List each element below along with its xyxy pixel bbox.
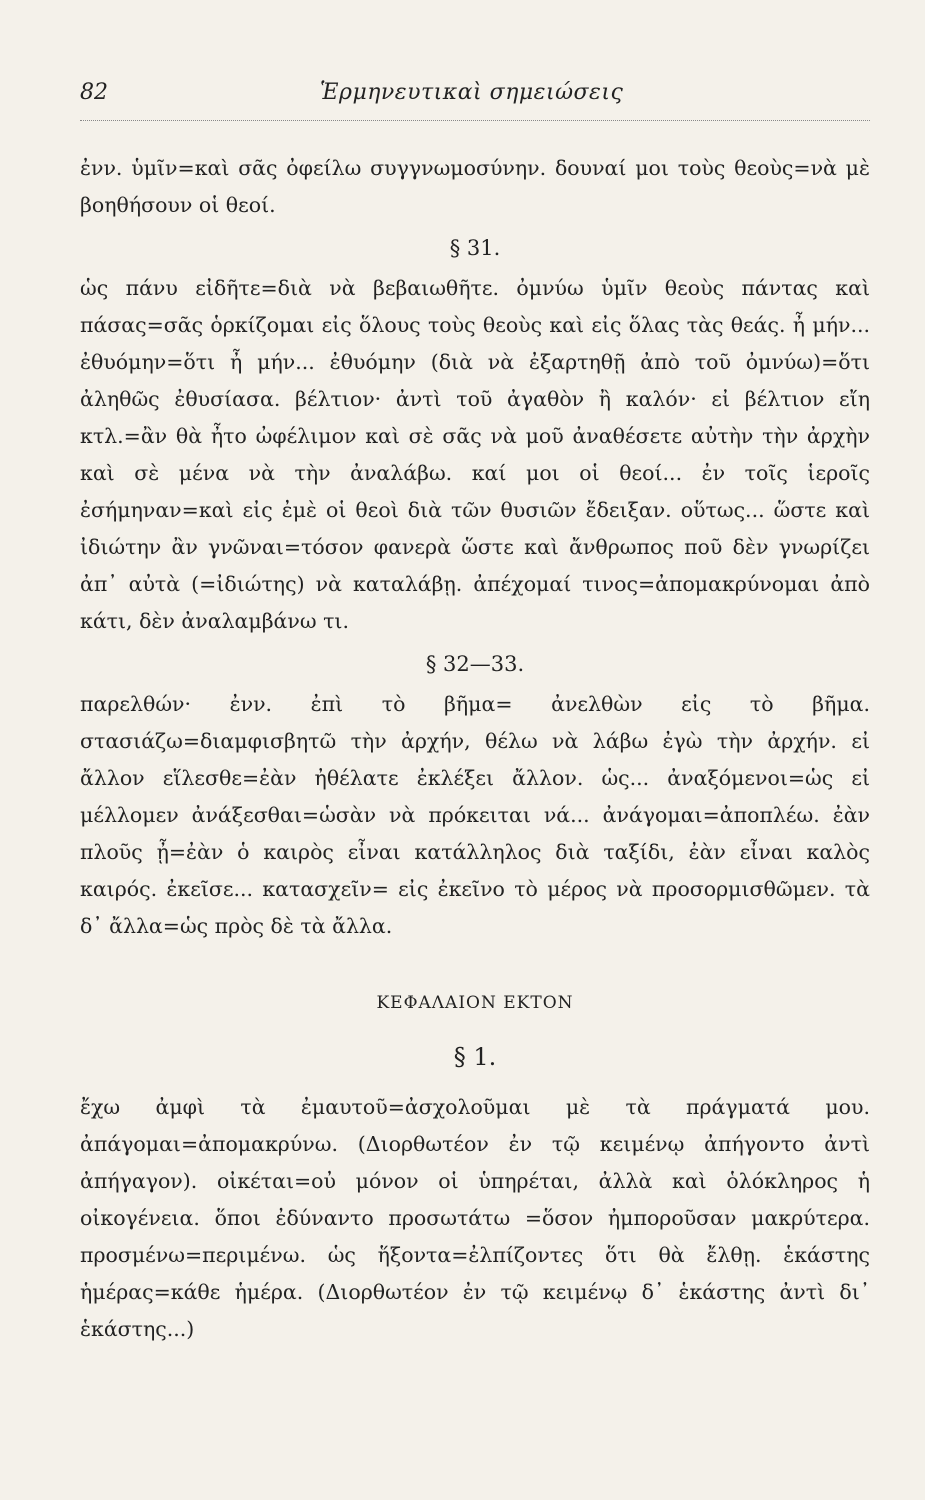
paragraph-2: ὡς πάνυ εἰδῆτε=διὰ νὰ βεβαιωθῆτε. ὀμνύω ὑμῖν θεοὺς πάντας καὶ πάσας=σᾶς ὁρκίζομαι εἰς ὅλους τοὺς θεοὺς καὶ εἰς ὅλας τὰς θεάς. ἦ μήν... ἐθυόμην=ὅτι ἦ μήν... ἐθυόμην (διὰ νὰ ἐξαρτηθῇ ἀπὸ τοῦ ὀμνύω)=ὅτι ἀληθῶς ἐθυσίασα. βέλτιον· ἀντὶ τοῦ ἀγαθὸν ἢ καλόν· εἰ βέλτιον εἴη κτλ.=ἂν θὰ ἦτο ὠφέλιμον καὶ σὲ σᾶς νὰ μοῦ ἀναθέσετε αὐτὴν τὴν ἀρχὴν καὶ σὲ μένα νὰ τὴν ἀναλάβω. καί μοι οἱ θεοί... ἐν τοῖς ἱεροῖς ἐσήμηναν=καὶ εἰς ἐμὲ οἱ θεοὶ διὰ τῶν θυσιῶν ἔδειξαν. οὕτως... ὥστε καὶ ἰδιώτην ἂν γνῶναι=τόσον φανερὰ ὥστε καὶ ἄνθρωπος ποῦ δὲν γνωρίζει ἀπ᾽ αὐτὰ (=ἰδιώτης) νὰ καταλάβῃ. ἀπέχομαί τινος=ἀπομακρύνομαι ἀπὸ κάτι, δὲν ἀναλαμβάνω τι. (80, 276, 870, 633)
text-block (80, 150, 870, 1360)
section-heading-32-33: § 32—33. (425, 652, 525, 676)
page-header (80, 80, 870, 121)
chapter-heading: ΚΕΦΑΛΑΙΟΝ ΕΚΤΟΝ (376, 993, 574, 1013)
section-heading-1: § 1. (453, 1043, 497, 1071)
running-head: Ἑρμηνευτικαὶ σημειώσεις (320, 80, 624, 105)
paragraph-1: ἐνν. ὑμῖν=καὶ σᾶς ὀφείλω συγγνωμοσύνην. δουναί μοι τοὺς θεοὺς=νὰ μὲ βοηθήσουν οἱ θεοί. (80, 156, 870, 217)
page-number: 82 (80, 80, 108, 105)
section-heading-31: § 31. (449, 236, 501, 260)
paragraph-3: παρελθών· ἐνν. ἐπὶ τὸ βῆμα= ἀνελθὼν εἰς τὸ βῆμα. στασιάζω=διαμφισβητῶ τὴν ἀρχήν, θέλω νὰ λάβω ἐγὼ τὴν ἀρχήν. εἰ ἄλλον εἵλεσθε=ἐὰν ἠθέλατε ἐκλέξει ἄλλον. ὡς... ἀναξόμενοι=ὡς εἰ μέλλομεν ἀνάξεσθαι=ὡσὰν νὰ πρόκειται νά... ἀνάγομαι=ἀποπλέω. ἐὰν πλοῦς ᾖ=ἐὰν ὁ καιρὸς εἶναι κατάλληλος διὰ ταξίδι, ἐὰν εἶναι καλὸς καιρός. ἐκεῖσε... κατασχεῖν= εἰς ἐκεῖνο τὸ μέρος νὰ προσορμισθῶμεν. τὰ δ᾽ ἄλλα=ὡς πρὸς δὲ τὰ ἄλλα. (80, 692, 870, 938)
paragraph-4: ἔχω ἀμφὶ τὰ ἐμαυτοῦ=ἀσχολοῦμαι μὲ τὰ πράγματά μου. ἀπάγομαι=ἀπομακρύνω. (Διορθωτέον ἐν τῷ κειμένῳ ἀπήγοντο ἀντὶ ἀπήγαγον). οἰκέται=οὐ μόνον οἱ ὑπηρέται, ἀλλὰ καὶ ὁλόκληρος ἡ οἰκογένεια. ὅποι ἐδύναντο προσωτάτω =ὅσον ἠμποροῦσαν μακρύτερα. προσμένω=περιμένω. ὡς ἥξοντα=ἐλπίζοντες ὅτι θὰ ἔλθῃ. ἑκάστης ἡμέρας=κάθε ἡμέρα. (Διορθωτέον ἐν τῷ κειμένῳ δ᾽ ἑκάστης ἀντὶ δι᾽ ἑκάστης...) (80, 1095, 870, 1341)
